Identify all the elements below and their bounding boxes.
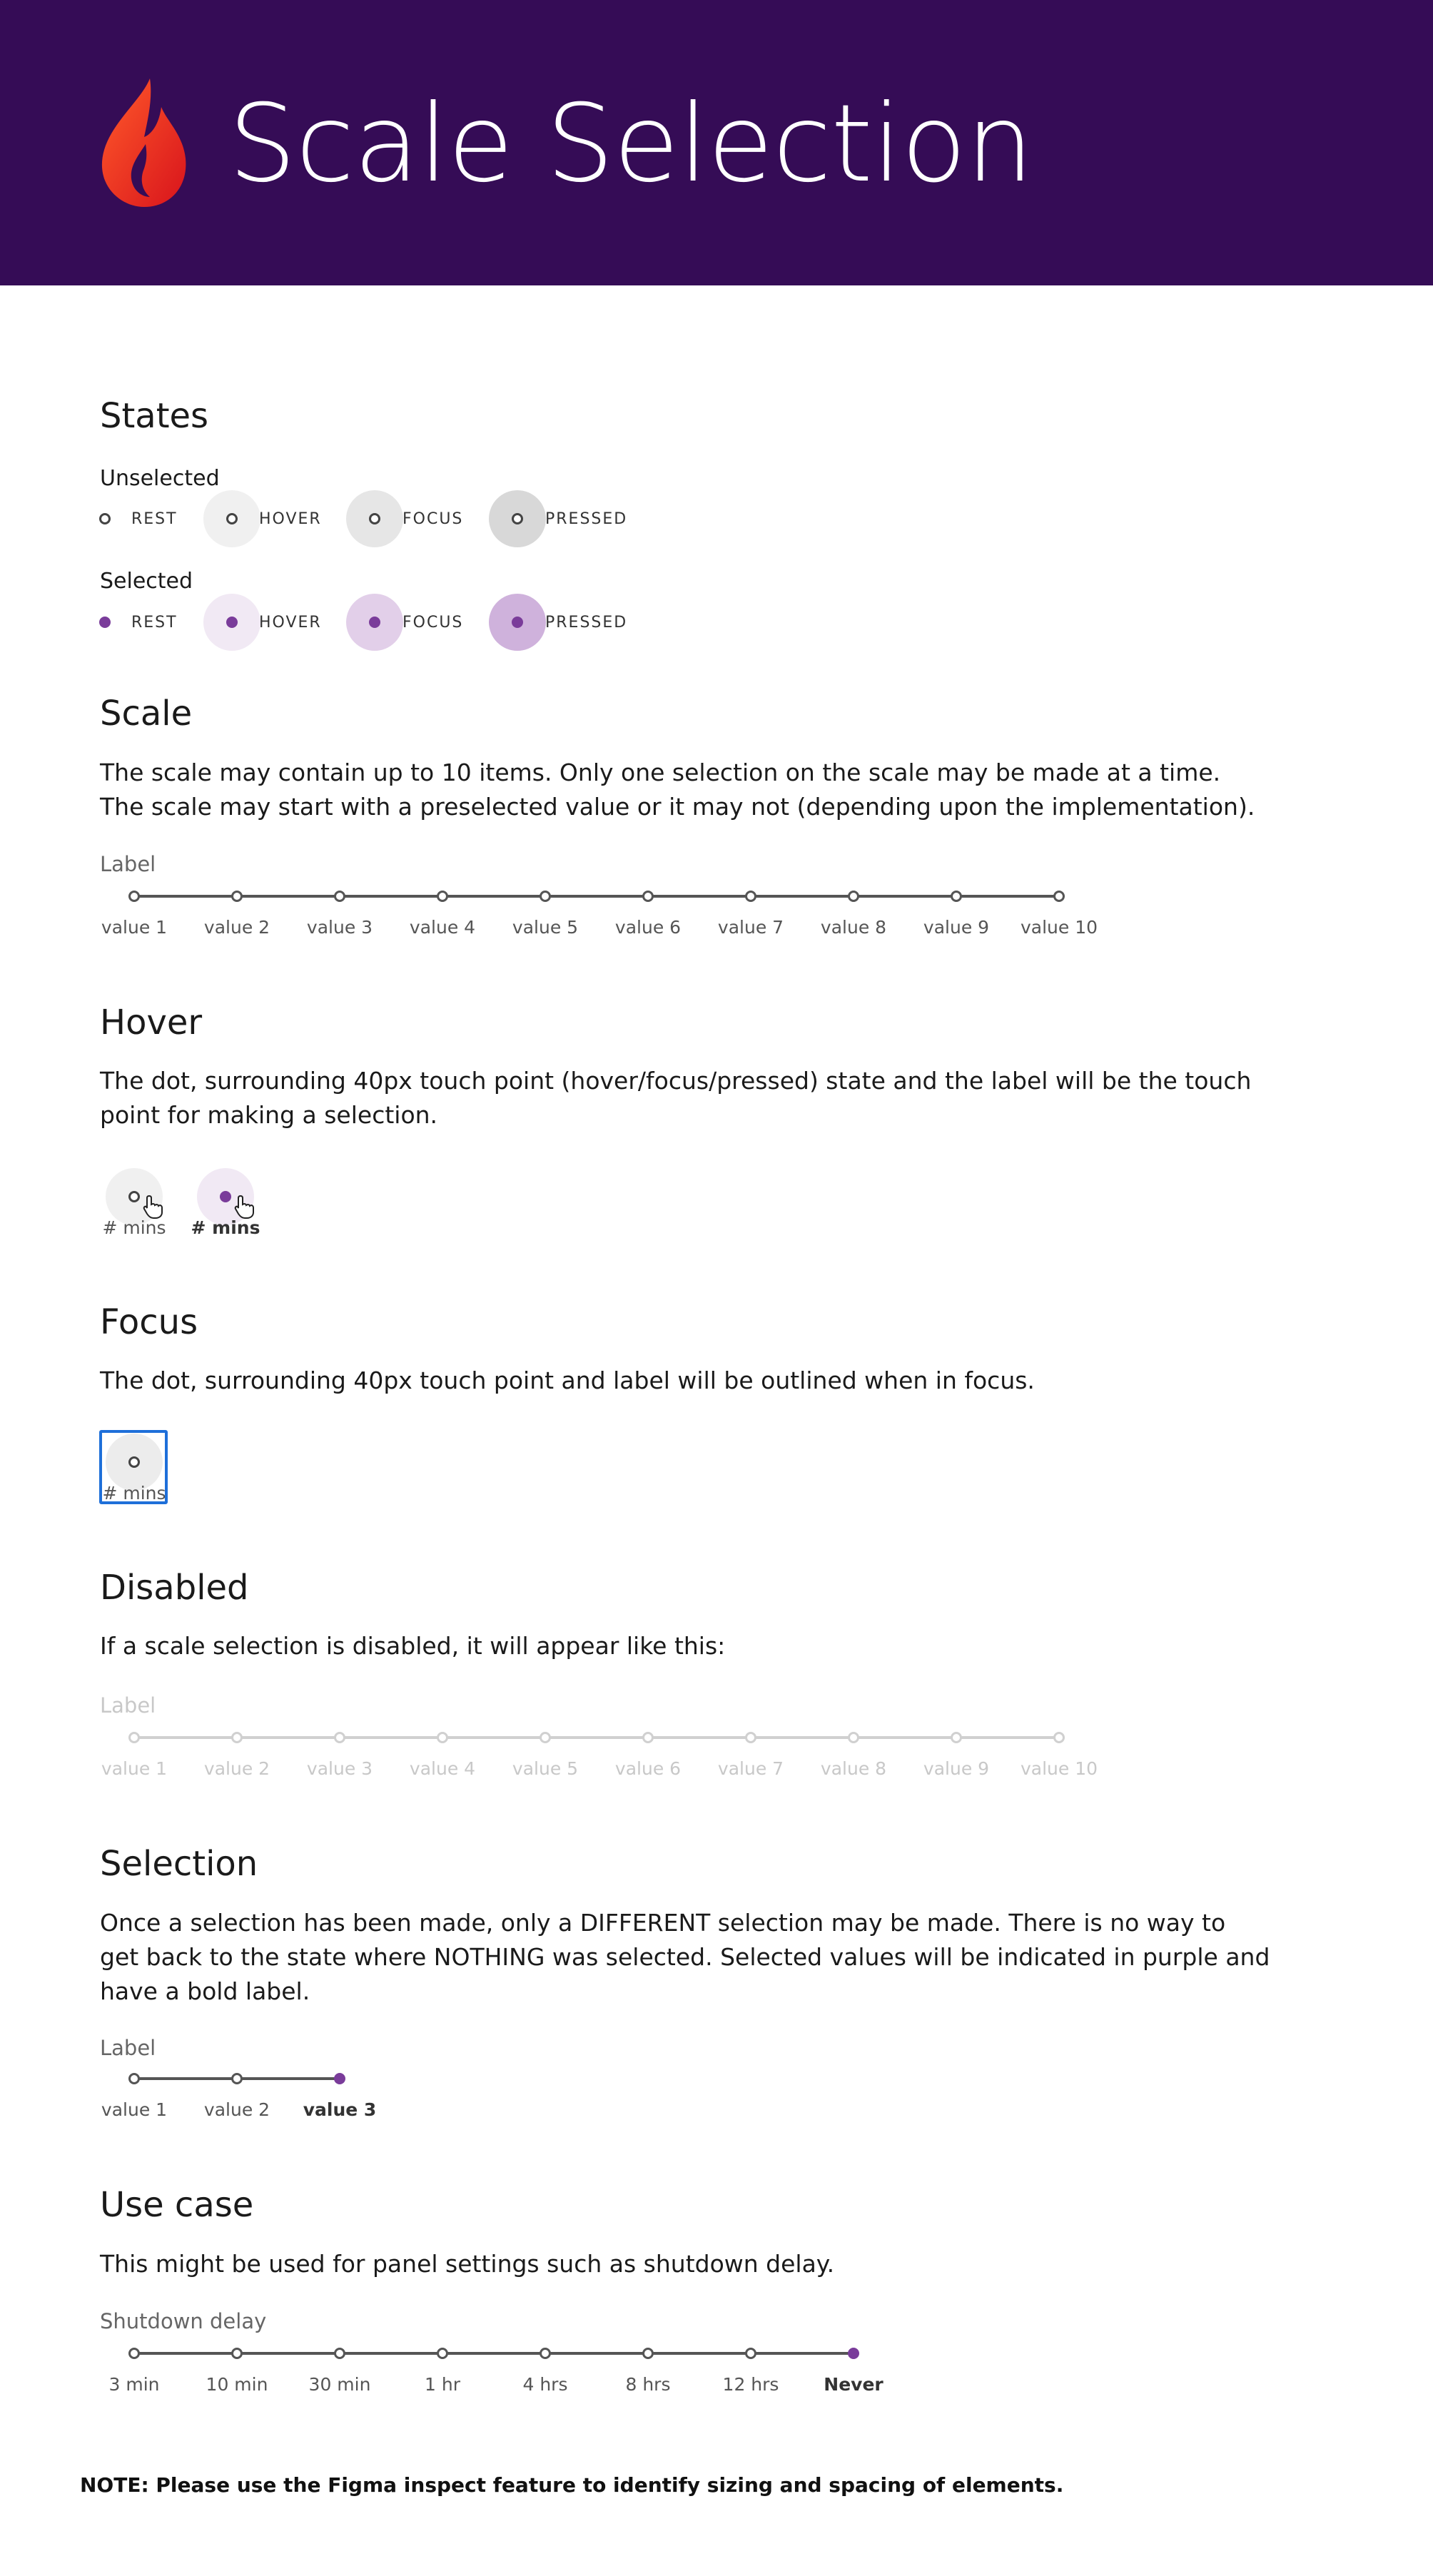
scale-value-label[interactable]: 10 min	[206, 2374, 268, 2395]
scale-value-label[interactable]: value 6	[614, 917, 682, 938]
selection-heading: Selection	[100, 1844, 258, 1884]
scale-dot[interactable]	[231, 891, 243, 902]
scale-dot[interactable]	[231, 2348, 243, 2359]
scale-dot[interactable]	[848, 2348, 859, 2359]
scale-dot[interactable]	[128, 2073, 140, 2084]
scale-dot[interactable]	[848, 1732, 859, 1743]
scale-dot[interactable]	[334, 2073, 345, 2084]
radio-hover-unselected[interactable]	[226, 513, 238, 524]
radio-pressed-unselected[interactable]	[512, 513, 523, 524]
selected-label: Selected	[100, 569, 193, 594]
scale-value-label[interactable]: 12 hrs	[722, 2374, 779, 2395]
scale-dot[interactable]	[745, 2348, 756, 2359]
radio-rest-selected[interactable]	[99, 617, 111, 628]
scale-dot[interactable]	[642, 1732, 654, 1743]
page-title: Scale Selection	[228, 82, 1033, 206]
scale-track	[134, 895, 1059, 898]
scale-dot[interactable]	[437, 1732, 448, 1743]
state-focus-label: FOCUS	[402, 510, 464, 528]
scale-value-label[interactable]: 4 hrs	[522, 2374, 568, 2395]
flame-logo-icon	[98, 78, 187, 207]
scale-dot[interactable]	[231, 2073, 243, 2084]
scale-value-label[interactable]: value 7	[717, 1758, 784, 1779]
scale-value-label[interactable]: value 6	[614, 1758, 682, 1779]
scale-value-label[interactable]: 1 hr	[425, 2374, 460, 2395]
use-case-heading: Use case	[100, 2185, 254, 2225]
hover-unselected-label: # mins	[102, 1217, 166, 1238]
state-pressed-label: PRESSED	[545, 614, 628, 632]
radio-dot[interactable]	[128, 1191, 140, 1202]
scale-heading: Scale	[100, 694, 193, 734]
hand-pointer-icon	[234, 1195, 255, 1219]
scale-value-label[interactable]: value 9	[923, 917, 990, 938]
scale-value-label[interactable]: value 1	[101, 1758, 168, 1779]
scale-dot[interactable]	[1053, 1732, 1065, 1743]
scale-value-label[interactable]: 8 hrs	[625, 2374, 671, 2395]
scale-dot[interactable]	[128, 1732, 140, 1743]
hand-pointer-icon	[143, 1195, 164, 1219]
scale-dot[interactable]	[540, 891, 551, 902]
state-rest-label: REST	[131, 614, 178, 632]
disabled-scale-label: Label	[100, 1693, 156, 1718]
scale-dot[interactable]	[334, 891, 345, 902]
radio-hover-selected[interactable]	[226, 617, 238, 628]
scale-dot[interactable]	[951, 891, 962, 902]
hover-description: The dot, surrounding 40px touch point (hover/focus/pressed) state and the label will be the touch point for making a selection.	[100, 1067, 1252, 1129]
selection-scale-label: Label	[100, 2036, 156, 2060]
scale-dot[interactable]	[540, 2348, 551, 2359]
radio-dot-selected[interactable]	[220, 1191, 231, 1202]
state-rest-label: REST	[131, 510, 178, 528]
scale-value-label[interactable]: value 9	[923, 1758, 990, 1779]
scale-value-label[interactable]: value 1	[101, 2099, 168, 2120]
scale-dot[interactable]	[437, 2348, 448, 2359]
selection-description: Once a selection has been made, only a DIFFERENT selection may be made. There is no way to get back to the state where NOTHING was selected. Selected values will be indicated in purple and have a bold label.	[100, 1909, 1270, 2005]
use-case-description: This might be used for panel settings such as shutdown delay.	[100, 2250, 835, 2278]
scale-value-label[interactable]: value 2	[203, 1758, 270, 1779]
scale-dot[interactable]	[231, 1732, 243, 1743]
scale-dot[interactable]	[848, 891, 859, 902]
scale-dot[interactable]	[334, 1732, 345, 1743]
scale-value-label[interactable]: value 5	[512, 917, 579, 938]
scale-dot[interactable]	[437, 891, 448, 902]
shutdown-delay-label: Shutdown delay	[100, 2309, 267, 2333]
scale-dot[interactable]	[1053, 891, 1065, 902]
radio-rest-unselected[interactable]	[99, 513, 111, 524]
scale-dot[interactable]	[128, 891, 140, 902]
scale-dot[interactable]	[745, 1732, 756, 1743]
scale-value-label[interactable]: value 10	[1020, 917, 1098, 938]
scale-value-label[interactable]: value 8	[820, 917, 887, 938]
scale-value-label[interactable]: 30 min	[308, 2374, 371, 2395]
scale-value-label[interactable]: value 3	[306, 1758, 373, 1779]
scale-value-label[interactable]: Never	[824, 2374, 883, 2395]
scale-dot[interactable]	[334, 2348, 345, 2359]
disabled-heading: Disabled	[100, 1568, 249, 1608]
states-heading: States	[100, 396, 209, 436]
scale-value-label[interactable]: value 4	[409, 1758, 476, 1779]
focus-heading: Focus	[100, 1302, 198, 1342]
state-hover-label: HOVER	[259, 510, 322, 528]
scale-value-label[interactable]: value 3	[303, 2099, 377, 2120]
scale-value-label[interactable]: value 10	[1020, 1758, 1098, 1779]
scale-value-label[interactable]: value 3	[306, 917, 373, 938]
focus-description: The dot, surrounding 40px touch point and label will be outlined when in focus.	[100, 1366, 1035, 1394]
scale-dot[interactable]	[540, 1732, 551, 1743]
header-banner	[0, 0, 1433, 285]
scale-label: Label	[100, 852, 156, 876]
scale-dot[interactable]	[951, 1732, 962, 1743]
scale-value-label[interactable]: value 5	[512, 1758, 579, 1779]
focus-item-label: # mins	[102, 1483, 166, 1503]
disabled-description: If a scale selection is disabled, it will appear like this:	[100, 1632, 726, 1660]
scale-value-label[interactable]: value 2	[203, 2099, 270, 2120]
scale-dot[interactable]	[128, 2348, 140, 2359]
radio-focus-selected[interactable]	[369, 617, 380, 628]
hover-heading: Hover	[100, 1003, 203, 1043]
state-pressed-label: PRESSED	[545, 510, 628, 528]
scale-dot[interactable]	[745, 891, 756, 902]
state-focus-label: FOCUS	[402, 614, 464, 632]
scale-value-label[interactable]: value 1	[101, 917, 168, 938]
radio-focus-unselected[interactable]	[369, 513, 380, 524]
scale-value-label[interactable]: value 7	[717, 917, 784, 938]
state-hover-label: HOVER	[259, 614, 322, 632]
focus-outline	[99, 1430, 168, 1504]
radio-pressed-selected[interactable]	[512, 617, 523, 628]
scale-description: The scale may contain up to 10 items. Only one selection on the scale may be made at a time. The scale may start with a preselected value or it may not (depending upon the implementation).	[100, 759, 1255, 821]
unselected-label: Unselected	[100, 466, 220, 491]
scale-value-label[interactable]: value 4	[409, 917, 476, 938]
figma-note: NOTE: Please use the Figma inspect feature to identify sizing and spacing of elements.	[80, 2473, 1064, 2497]
scale-value-label[interactable]: 3 min	[108, 2374, 160, 2395]
scale-value-label[interactable]: value 2	[203, 917, 270, 938]
scale-dot[interactable]	[642, 2348, 654, 2359]
scale-value-label[interactable]: value 8	[820, 1758, 887, 1779]
hover-selected-label: # mins	[191, 1217, 260, 1238]
scale-track	[134, 1736, 1059, 1739]
scale-dot[interactable]	[642, 891, 654, 902]
